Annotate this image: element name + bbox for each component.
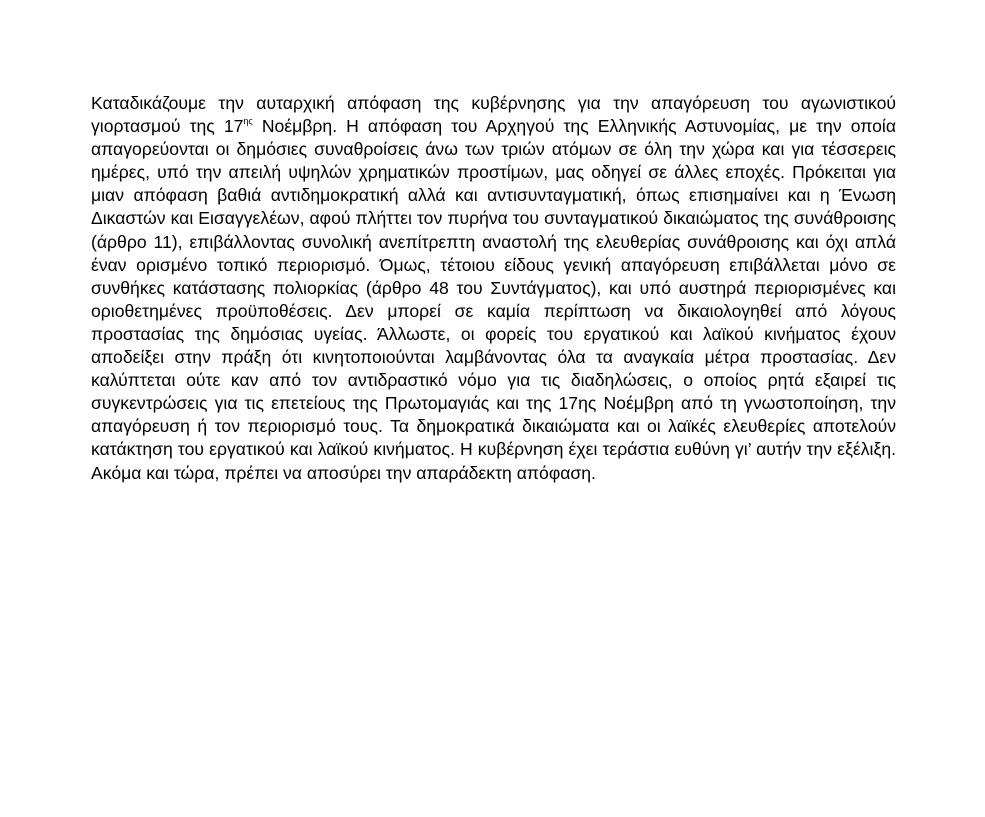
ordinal-superscript: ης bbox=[243, 116, 253, 127]
paragraph-text-start: Καταδικάζουμε την αυταρχική απόφαση της κυβέρνησης για την απαγόρευση του αγωνιστικού γιορτασμού της 17 bbox=[91, 93, 896, 137]
paragraph-text-rest: Νοέμβρη. Η απόφαση του Αρχηγού της Ελληνικής Αστυνομίας, με την οποία απαγορεύονται οι δημόσιες συναθροίσεις άνω των τριών ατόμων σε όλη την χώρα και για τέσσερεις ημέρες, υπό την απειλή υψηλών χρηματικών προστίμων, μας οδηγεί σε άλλες εποχές. Πρόκειται για μιαν απόφαση βαθιά αντιδημοκρατική αλλά και αντισυνταγματική, όπως επισημαίνει και η Ένωση Δικαστών και Εισαγγελέων, αφού πλήττει τον πυρήνα του συνταγματικού δικαιώματος της συνάθροισης (άρθρο 11), επιβάλλοντας συνολική ανεπίτρεπτη αναστολή της ελευθερίας συνάθροισης και όχι απλά έναν ορισμένο τοπικό περιορισμό. Όμως, τέτοιου είδους γενική απαγόρευση επιβάλλεται μόνο σε συνθήκες κατάστασης πολιορκίας (άρθρο 48 του Συντάγματος), και υπό αυστηρά περιορισμένες και οριοθετημένες προϋποθέσεις. Δεν μπορεί σε καμία περίπτωση να δικαιολογηθεί από λόγους προστασίας της δημόσιας υγείας. Άλλωστε, οι φορείς του εργατικού και λαϊκού κινήματος έχουν αποδείξει στην πράξη ότι κινητοποιούνται λαμβάνοντας όλα τα αναγκαία μέτρα προστασίας. Δεν καλύπτεται ούτε καν από τον αντιδραστικό νόμο για τις διαδηλώσεις, ο οποίος ρητά εξαιρεί τις συγκεντρώσεις για τις επετείους της Πρωτομαγιάς και της 17ης Νοέμβρη από τη γνωστοποίηση, την απαγόρευση ή τον περιορισμό τους. Τα δημοκρατικά δικαιώματα και οι λαϊκές ελευθερίες αποτελούν κατάκτηση του εργατικού και λαϊκού κινήματος. Η κυβέρνηση έχει τεράστια ευθύνη γι’ αυτήν την εξέλιξη. Ακόμα και τώρα, πρέπει να αποσύρει την απαράδεκτη απόφαση. bbox=[91, 116, 896, 483]
statement-paragraph bbox=[91, 92, 896, 485]
